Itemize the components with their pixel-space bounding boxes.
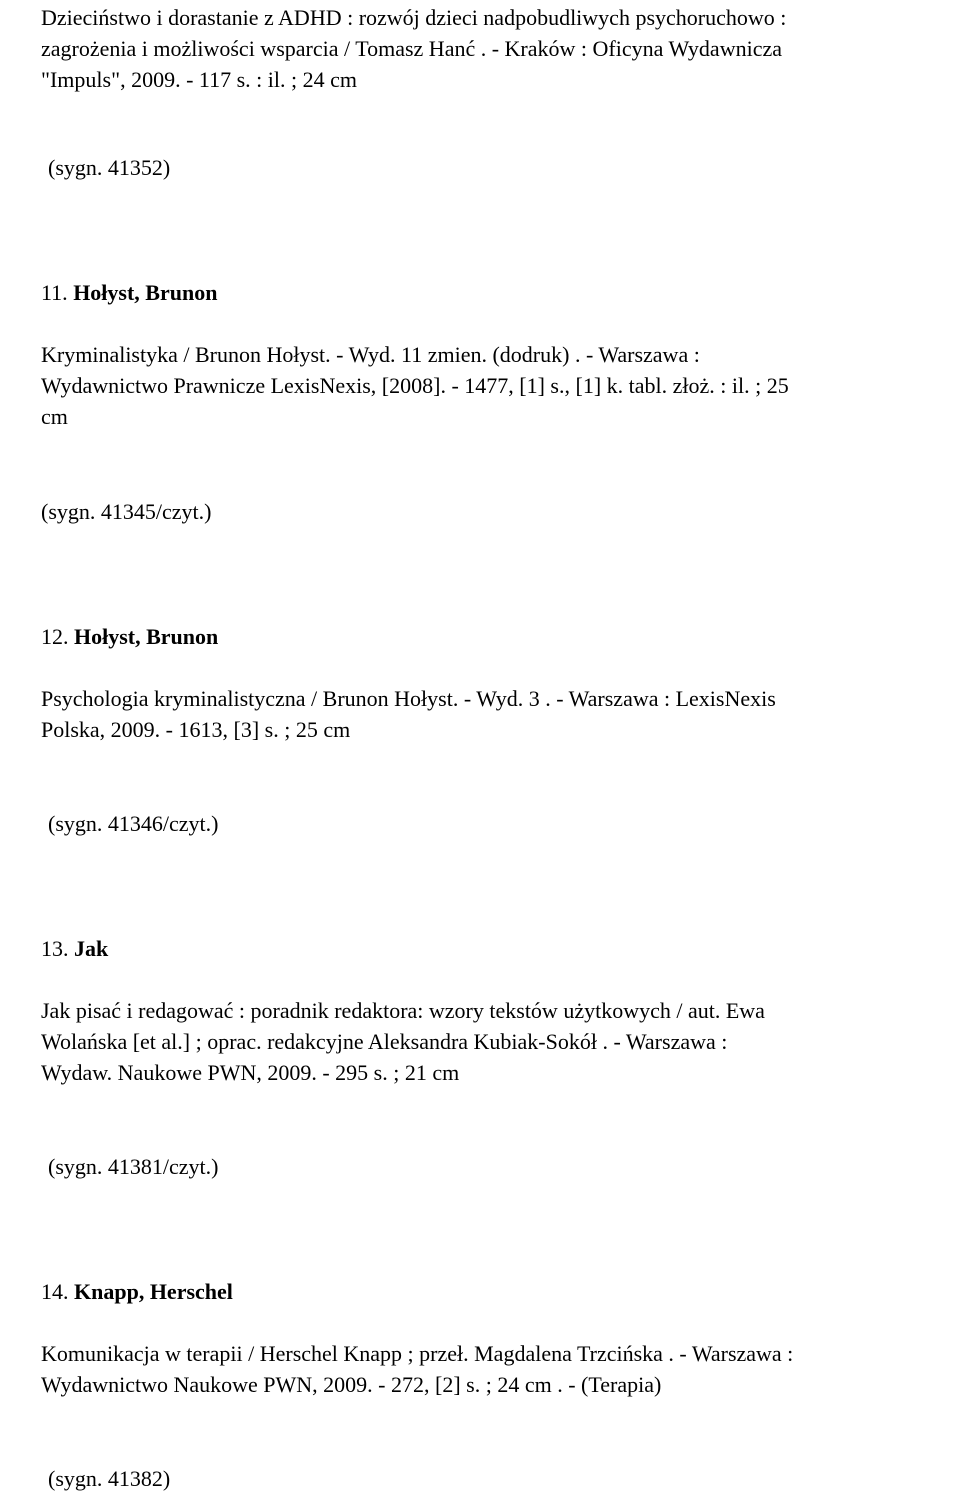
- entry-call-number: (sygn. 41352): [48, 155, 171, 180]
- entry-description: Dzieciństwo i dorastanie z ADHD : rozwój dzieci nadpobudliwych psychoruchowo : zagrożenia i możliwości wsparcia / Tomasz Hanć . - Kraków : Oficyna Wydawnicza "Impuls", 2009. - 117 s. : il. ; 24 cm: [41, 5, 787, 92]
- entry-author: Hołyst, Brunon: [74, 624, 219, 649]
- entry-author: Jak: [74, 936, 109, 961]
- entry-author: Knapp, Herschel: [74, 1279, 233, 1304]
- entry-description: Komunikacja w terapii / Herschel Knapp ; przeł. Magdalena Trzcińska . - Warszawa : Wydawnictwo Naukowe PWN, 2009. - 272, [2] s. ; 24 cm . - (Terapia): [41, 1341, 794, 1397]
- entry-author: Hołyst, Brunon: [73, 280, 218, 305]
- entry-heading: [41, 933, 960, 964]
- entry-heading: [41, 621, 960, 652]
- entry-number: 13.: [41, 936, 69, 961]
- entry-description: Jak pisać i redagować : poradnik redaktora: wzory tekstów użytkowych / aut. Ewa Wolańska [et al.] ; oprac. redakcyjne Aleksandra Kubiak-Sokół . - Warszawa : Wydaw. Naukowe PWN, 2009. - 295 s. ; 21 cm: [41, 998, 765, 1085]
- entry-heading: [41, 1276, 960, 1307]
- entry-number: 14.: [41, 1279, 69, 1304]
- entry-call-number: (sygn. 41381/czyt.): [48, 1154, 219, 1179]
- entry-call-number: (sygn. 41346/czyt.): [48, 811, 219, 836]
- entry-heading: [41, 277, 960, 308]
- entry-number: 12.: [41, 624, 69, 649]
- entry-number: 11.: [41, 280, 68, 305]
- entry-call-number: (sygn. 41382): [48, 1466, 171, 1491]
- entry-description: Kryminalistyka / Brunon Hołyst. - Wyd. 11 zmien. (dodruk) . - Warszawa : Wydawnictwo Prawnicze LexisNexis, [2008]. - 1477, [1] s., [1] k. tabl. złoż. : il. ; 25 cm: [41, 342, 789, 429]
- entry-call-number: (sygn. 41345/czyt.): [41, 499, 212, 524]
- entry-description: Psychologia kryminalistyczna / Brunon Hołyst. - Wyd. 3 . - Warszawa : LexisNexis Polska, 2009. - 1613, [3] s. ; 25 cm: [41, 686, 776, 742]
